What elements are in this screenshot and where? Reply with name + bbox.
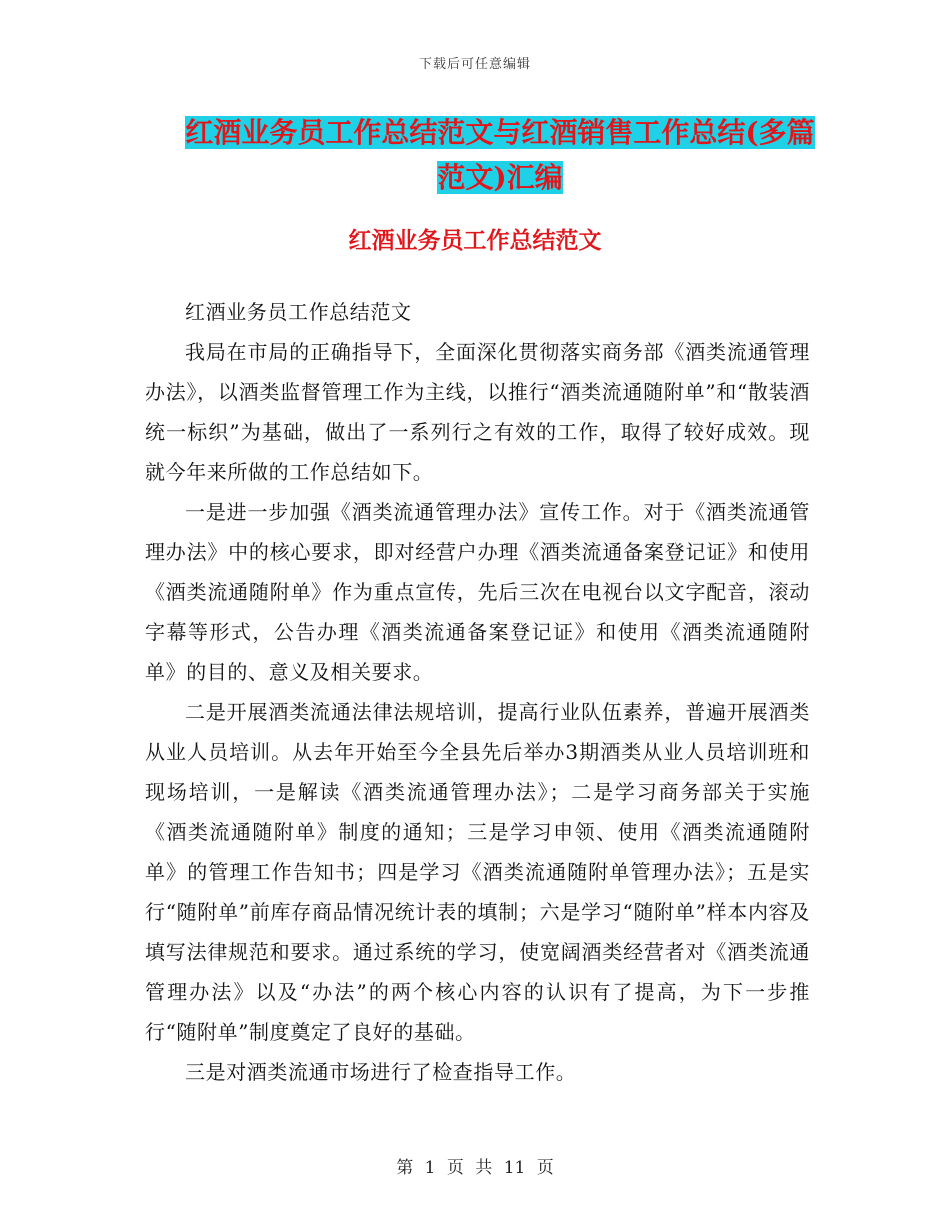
- page-number: 第 1 页 共 11 页: [396, 1158, 554, 1178]
- header-note: 下载后可任意编辑: [418, 57, 531, 72]
- paragraph: 三是对酒类流通市场进行了检查指导工作。: [185, 1060, 577, 1084]
- document-title: [185, 110, 815, 200]
- section-title: 红酒业务员工作总结范文: [348, 227, 602, 254]
- paragraph: 我局在市局的正确指导下，全面深化贯彻落实商务部《酒类流通管理办法》，以酒类监督管理工作为主线，以推行“酒类流通随附单”和“散装酒统一标织”为基础，做出了一系列行之有效的工作，取得了较好成效。现就今年来所做的工作总结如下。: [145, 340, 810, 484]
- paragraph: 一是进一步加强《酒类流通管理办法》宣传工作。对于《酒类流通管理办法》中的核心要求，即对经营户办理《酒类流通备案登记证》和使用《酒类流通随附单》作为重点宣传，先后三次在电视台以文字配音，滚动字幕等形式，公告办理《酒类流通备案登记证》和使用《酒类流通随附单》的目的、意义及相关要求。: [145, 500, 810, 684]
- paragraph: 红酒业务员工作总结范文: [185, 300, 412, 324]
- paragraph: 二是开展酒类流通法律法规培训，提高行业队伍素养，普遍开展酒类从业人员培训。从去年开始至今全县先后举办3期酒类从业人员培训班和现场培训，一是解读《酒类流通管理办法》；二是学习商务部关于实施《酒类流通随附单》制度的通知；三是学习申领、使用《酒类流通随附单》的管理工作告知书；四是学习《酒类流通随附单管理办法》；五是实行“随附单”前库存商品情况统计表的填制；六是学习“随附单”样本内容及填写法律规范和要求。通过系统的学习，使宽阔酒类经营者对《酒类流通管理办法》以及“办法”的两个核心内容的认识有了提高，为下一步推行“随附单”制度奠定了良好的基础。: [145, 700, 810, 1044]
- document-title-text: 红酒业务员工作总结范文与红酒销售工作总结(多篇范文)汇编: [185, 116, 815, 194]
- document-body: [145, 292, 810, 1092]
